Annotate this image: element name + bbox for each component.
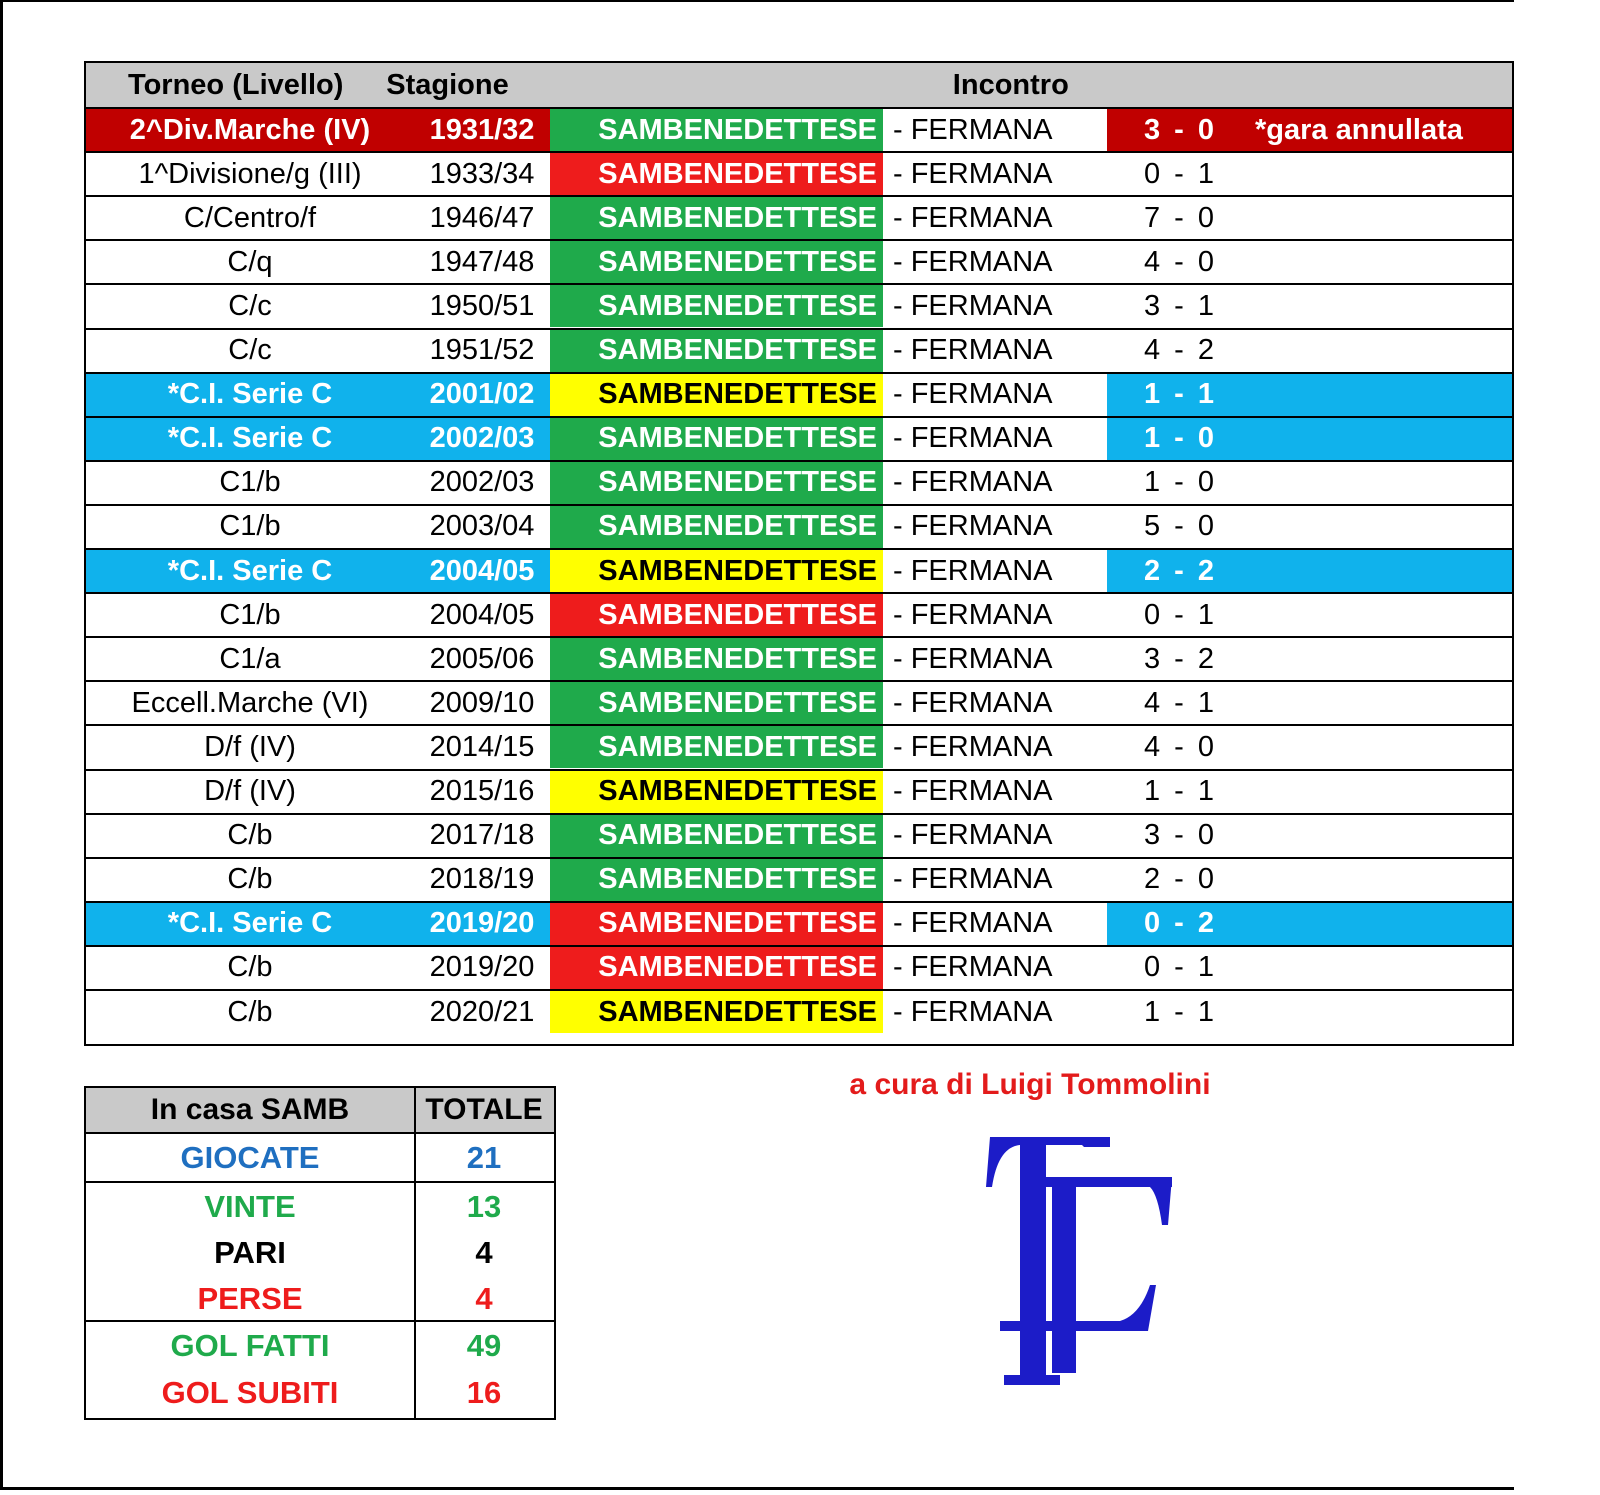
score-home: 2 — [1144, 863, 1161, 896]
summary-value: 16 — [466, 1374, 502, 1410]
cell-score — [1107, 859, 1251, 901]
score-home: 0 — [1144, 907, 1161, 940]
cell-note — [1251, 418, 1512, 460]
score-separator: - — [1174, 642, 1184, 675]
score-home: 1 — [1144, 378, 1161, 411]
cell-home-team: SAMBENEDETTESE — [550, 726, 883, 768]
cell-torneo: D/f (IV) — [204, 730, 296, 763]
score-home: 0 — [1144, 157, 1161, 190]
table-row — [86, 107, 1512, 151]
cell-note — [1251, 638, 1512, 680]
score-separator: - — [1174, 245, 1184, 278]
score-separator: - — [1174, 863, 1184, 896]
summary-header — [86, 1088, 554, 1134]
summary-row — [86, 1322, 554, 1369]
cell-stagione: 1946/47 — [429, 201, 535, 234]
cell-away-team: - FERMANA — [883, 374, 1107, 416]
score-away: 0 — [1197, 863, 1214, 896]
score-home: 3 — [1144, 289, 1161, 322]
cell-note — [1251, 991, 1512, 1033]
cell-score — [1107, 550, 1251, 592]
cell-score — [1107, 418, 1251, 460]
cell-home-team: SAMBENEDETTESE — [550, 991, 883, 1033]
score-away: 1 — [1197, 289, 1214, 322]
table-row — [86, 857, 1512, 901]
cell-note — [1251, 947, 1512, 989]
score-away: 0 — [1197, 245, 1214, 278]
score-separator: - — [1174, 466, 1184, 499]
score-away: 1 — [1197, 951, 1214, 984]
cell-note — [1251, 153, 1512, 195]
cell-score — [1107, 638, 1251, 680]
score — [1144, 951, 1214, 984]
score — [1144, 907, 1214, 940]
summary-label: VINTE — [204, 1188, 296, 1224]
score-separator: - — [1174, 730, 1184, 763]
cell-home-team: SAMBENEDETTESE — [550, 241, 883, 283]
score — [1144, 510, 1214, 543]
summary-value: 49 — [466, 1327, 502, 1363]
score-away: 1 — [1197, 775, 1214, 807]
cell-home-team: SAMBENEDETTESE — [550, 418, 883, 460]
score-home: 0 — [1144, 951, 1161, 984]
cell-away-team: - FERMANA — [883, 771, 1107, 813]
cell-home-team: SAMBENEDETTESE — [550, 947, 883, 989]
cell-torneo: *C.I. Serie C — [86, 374, 414, 416]
cell-score — [1107, 241, 1251, 283]
score-home: 3 — [1144, 819, 1161, 852]
score-away: 2 — [1197, 907, 1214, 940]
cell-away-team: - FERMANA — [883, 418, 1107, 460]
table-row — [86, 195, 1512, 239]
cell-note — [1251, 462, 1512, 504]
score-separator: - — [1174, 289, 1184, 322]
score-home: 3 — [1144, 113, 1161, 146]
cell-torneo: C/Centro/f — [183, 201, 317, 234]
score-separator: - — [1174, 951, 1184, 984]
cell-torneo: D/f (IV) — [204, 775, 296, 807]
table-row — [86, 769, 1512, 813]
cell-torneo: C/b — [227, 995, 273, 1028]
table-row — [86, 328, 1512, 372]
score — [1144, 643, 1214, 676]
score-away: 1 — [1197, 995, 1214, 1028]
cell-stagione: 2004/05 — [414, 550, 550, 592]
score-separator: - — [1174, 113, 1184, 146]
score — [1144, 334, 1214, 367]
cell-score — [1107, 374, 1251, 416]
score — [1144, 731, 1214, 764]
cell-home-team: SAMBENEDETTESE — [550, 462, 883, 504]
cell-torneo: Eccell.Marche (VI) — [131, 686, 369, 719]
score-separator: - — [1174, 554, 1184, 587]
score-away: 0 — [1197, 113, 1214, 146]
cell-away-team: - FERMANA — [883, 682, 1107, 724]
cell-torneo: 1^Divisione/g (III) — [138, 157, 362, 190]
score-separator: - — [1174, 907, 1184, 940]
cell-home-team: SAMBENEDETTESE — [550, 550, 883, 592]
cell-home-team: SAMBENEDETTESE — [550, 638, 883, 680]
header-torneo: Torneo (Livello) — [128, 68, 344, 101]
cell-home-team: SAMBENEDETTESE — [550, 903, 883, 945]
cell-score — [1107, 197, 1251, 239]
score-away: 0 — [1197, 201, 1214, 234]
cell-home-team: SAMBENEDETTESE — [550, 859, 883, 901]
score-away: 1 — [1197, 598, 1214, 631]
cell-stagione: 2003/04 — [429, 510, 535, 543]
score-separator: - — [1174, 819, 1184, 852]
cell-stagione: 2018/19 — [429, 863, 535, 896]
header-stagione: Stagione — [386, 68, 509, 101]
cell-note — [1251, 726, 1512, 768]
summary-label: PARI — [214, 1235, 286, 1270]
cell-score — [1107, 330, 1251, 372]
cell-away-team: - FERMANA — [883, 109, 1107, 151]
summary-rule — [86, 1181, 554, 1183]
credit-text: a cura di Luigi Tommolini — [849, 1068, 1211, 1101]
score-home: 1 — [1144, 775, 1161, 807]
cell-torneo: C/c — [228, 334, 272, 366]
score — [1144, 863, 1214, 896]
score — [1144, 202, 1214, 235]
cell-stagione: 2020/21 — [429, 995, 535, 1028]
score-separator: - — [1174, 334, 1184, 366]
score — [1144, 775, 1214, 808]
score-home: 3 — [1144, 642, 1161, 675]
cell-home-team: SAMBENEDETTESE — [550, 153, 883, 195]
cell-stagione: 2015/16 — [429, 775, 535, 807]
score — [1144, 996, 1214, 1029]
cell-torneo: *C.I. Serie C — [86, 903, 414, 945]
summary-label: PERSE — [197, 1281, 303, 1316]
cell-away-team: - FERMANA — [883, 506, 1107, 548]
cell-stagione: 2002/03 — [414, 418, 550, 460]
score-away: 1 — [1197, 378, 1214, 411]
cell-stagione: 2009/10 — [429, 686, 535, 719]
cell-score — [1107, 153, 1251, 195]
cell-stagione: 2001/02 — [414, 374, 550, 416]
cell-torneo: C1/b — [219, 466, 281, 499]
cell-stagione: 2005/06 — [429, 642, 535, 675]
cell-away-team: - FERMANA — [883, 197, 1107, 239]
summary-value: 21 — [466, 1139, 502, 1175]
score-separator: - — [1174, 201, 1184, 234]
cell-stagione: 1933/34 — [429, 157, 535, 190]
cell-note — [1251, 682, 1512, 724]
score-home: 1 — [1144, 466, 1161, 499]
cell-note — [1251, 506, 1512, 548]
cell-torneo: *C.I. Serie C — [86, 550, 414, 592]
cell-score — [1107, 947, 1251, 989]
lt-monogram-logo — [960, 1125, 1200, 1395]
cell-torneo: C/b — [227, 863, 273, 896]
summary-divider — [414, 1088, 416, 1418]
cell-stagione: 2017/18 — [429, 819, 535, 852]
summary-row — [86, 1230, 554, 1276]
score-home: 5 — [1144, 510, 1161, 543]
table-row — [86, 592, 1512, 636]
cell-score — [1107, 771, 1251, 813]
score — [1144, 246, 1214, 279]
cell-score — [1107, 462, 1251, 504]
cell-note: *gara annullata — [1251, 109, 1512, 151]
score-separator: - — [1174, 598, 1184, 631]
results-table-header — [86, 63, 1512, 107]
summary-value: 13 — [466, 1188, 502, 1224]
cell-away-team: - FERMANA — [883, 947, 1107, 989]
cell-torneo: C/c — [228, 289, 272, 322]
cell-torneo: C1/b — [219, 598, 281, 631]
score-separator: - — [1174, 775, 1184, 807]
score — [1144, 290, 1214, 323]
score — [1144, 555, 1214, 588]
summary-rule — [86, 1320, 554, 1322]
summary-row — [86, 1276, 554, 1322]
cell-away-team: - FERMANA — [883, 638, 1107, 680]
cell-note — [1251, 594, 1512, 636]
summary-label: GIOCATE — [180, 1139, 320, 1175]
summary-row — [86, 1134, 554, 1181]
cell-away-team: - FERMANA — [883, 859, 1107, 901]
cell-away-team: - FERMANA — [883, 815, 1107, 857]
cell-score — [1107, 903, 1251, 945]
summary-table — [84, 1086, 556, 1420]
cell-away-team: - FERMANA — [883, 903, 1107, 945]
cell-stagione: 2014/15 — [429, 730, 535, 763]
cell-torneo: 2^Div.Marche (IV) — [86, 109, 414, 151]
score — [1144, 466, 1214, 499]
score-away: 1 — [1197, 686, 1214, 719]
score-home: 4 — [1144, 686, 1161, 719]
summary-header-left: In casa SAMB — [150, 1093, 350, 1126]
results-table — [84, 61, 1514, 1046]
score-home: 1 — [1144, 422, 1161, 455]
cell-note — [1251, 903, 1512, 945]
summary-value: 4 — [475, 1281, 493, 1316]
cell-away-team: - FERMANA — [883, 594, 1107, 636]
cell-stagione: 1951/52 — [429, 334, 535, 366]
cell-note — [1251, 374, 1512, 416]
cell-away-team: - FERMANA — [883, 991, 1107, 1033]
score — [1144, 114, 1214, 147]
score-home: 2 — [1144, 554, 1161, 587]
cell-home-team: SAMBENEDETTESE — [550, 815, 883, 857]
summary-row — [86, 1369, 554, 1416]
cell-score — [1107, 109, 1251, 151]
table-row — [86, 460, 1512, 504]
cell-home-team: SAMBENEDETTESE — [550, 506, 883, 548]
score — [1144, 687, 1214, 720]
score-home: 1 — [1144, 995, 1161, 1028]
cell-away-team: - FERMANA — [883, 285, 1107, 327]
cell-score — [1107, 726, 1251, 768]
cell-home-team: SAMBENEDETTESE — [550, 197, 883, 239]
cell-score — [1107, 991, 1251, 1033]
summary-header-right: TOTALE — [425, 1093, 543, 1126]
cell-stagione: 2002/03 — [429, 466, 535, 499]
score — [1144, 599, 1214, 632]
table-row — [86, 151, 1512, 195]
score — [1144, 378, 1214, 411]
cell-torneo: C1/a — [219, 642, 281, 675]
table-row — [86, 636, 1512, 680]
score-separator: - — [1174, 510, 1184, 543]
score-away: 2 — [1197, 554, 1214, 587]
score-away: 2 — [1197, 334, 1214, 366]
cell-stagione: 1931/32 — [414, 109, 550, 151]
table-row — [86, 680, 1512, 724]
cell-score — [1107, 594, 1251, 636]
summary-row — [86, 1183, 554, 1230]
score-separator: - — [1174, 686, 1184, 719]
cell-home-team: SAMBENEDETTESE — [550, 109, 883, 151]
table-row — [86, 724, 1512, 768]
cell-torneo: C/q — [227, 245, 273, 278]
cell-home-team: SAMBENEDETTESE — [550, 330, 883, 372]
table-row — [86, 989, 1512, 1033]
table-row — [86, 372, 1512, 416]
score-home: 7 — [1144, 201, 1161, 234]
score-away: 0 — [1197, 730, 1214, 763]
score-away: 0 — [1197, 819, 1214, 852]
score-separator: - — [1174, 157, 1184, 190]
cell-note — [1251, 815, 1512, 857]
cell-score — [1107, 815, 1251, 857]
table-row — [86, 504, 1512, 548]
summary-label: GOL FATTI — [170, 1327, 330, 1363]
summary-value: 4 — [475, 1235, 493, 1270]
cell-note — [1251, 197, 1512, 239]
score-away: 0 — [1197, 422, 1214, 455]
cell-note — [1251, 285, 1512, 327]
cell-score — [1107, 682, 1251, 724]
cell-away-team: - FERMANA — [883, 462, 1107, 504]
cell-stagione: 2019/20 — [414, 903, 550, 945]
score-away: 1 — [1197, 157, 1214, 190]
cell-note — [1251, 330, 1512, 372]
score-away: 2 — [1197, 642, 1214, 675]
table-row — [86, 239, 1512, 283]
cell-away-team: - FERMANA — [883, 153, 1107, 195]
table-row — [86, 813, 1512, 857]
cell-home-team: SAMBENEDETTESE — [550, 771, 883, 813]
table-row — [86, 945, 1512, 989]
score-home: 4 — [1144, 245, 1161, 278]
score — [1144, 158, 1214, 191]
cell-stagione: 1947/48 — [429, 245, 535, 278]
score — [1144, 422, 1214, 455]
cell-note — [1251, 241, 1512, 283]
table-row — [86, 548, 1512, 592]
cell-away-team: - FERMANA — [883, 726, 1107, 768]
cell-torneo: C/b — [227, 951, 273, 984]
cell-home-team: SAMBENEDETTESE — [550, 594, 883, 636]
score-home: 4 — [1144, 730, 1161, 763]
cell-home-team: SAMBENEDETTESE — [550, 285, 883, 327]
score-home: 0 — [1144, 598, 1161, 631]
cell-home-team: SAMBENEDETTESE — [550, 374, 883, 416]
score — [1144, 819, 1214, 852]
cell-stagione: 1950/51 — [429, 289, 535, 322]
cell-away-team: - FERMANA — [883, 241, 1107, 283]
header-incontro: Incontro — [952, 68, 1069, 101]
cell-score — [1107, 506, 1251, 548]
cell-stagione: 2004/05 — [429, 598, 535, 631]
cell-note — [1251, 859, 1512, 901]
cell-home-team: SAMBENEDETTESE — [550, 682, 883, 724]
cell-note — [1251, 771, 1512, 813]
score-home: 4 — [1144, 334, 1161, 366]
table-row — [86, 901, 1512, 945]
score-separator: - — [1174, 995, 1184, 1028]
cell-torneo: C/b — [227, 819, 273, 852]
cell-note — [1251, 550, 1512, 592]
score-away: 0 — [1197, 510, 1214, 543]
score-away: 0 — [1197, 466, 1214, 499]
cell-away-team: - FERMANA — [883, 550, 1107, 592]
cell-torneo: C1/b — [219, 510, 281, 543]
score-separator: - — [1174, 378, 1184, 411]
summary-label: GOL SUBITI — [161, 1374, 339, 1410]
table-row — [86, 283, 1512, 327]
cell-stagione: 2019/20 — [429, 951, 535, 984]
cell-score — [1107, 285, 1251, 327]
table-row — [86, 416, 1512, 460]
score-separator: - — [1174, 422, 1184, 455]
cell-away-team: - FERMANA — [883, 330, 1107, 372]
cell-torneo: *C.I. Serie C — [86, 418, 414, 460]
